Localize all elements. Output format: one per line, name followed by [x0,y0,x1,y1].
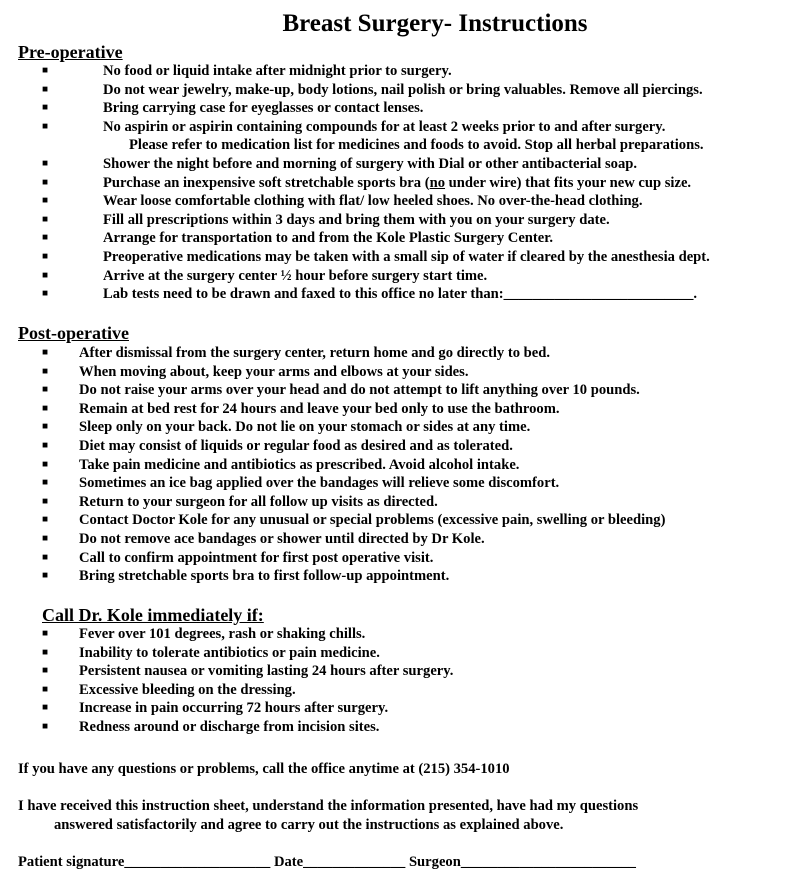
list-item [42,285,710,304]
bullet-icon: ■ [42,458,49,470]
acknowledgement [18,797,638,835]
bullet-icon: ■ [42,347,49,358]
list-item [42,174,710,193]
list-item [42,549,665,568]
list-item [42,567,665,586]
list-item-text: Persistent nausea or vomiting lasting 24 hours after surgery. [79,663,454,680]
list-item-text: No aspirin or aspirin containing compounds for at least 2 weeks prior to and after surgery. [103,118,666,135]
patient-signature-field[interactable]: ____________________ [124,854,271,870]
list-item [42,248,710,267]
bullet-icon: ■ [42,250,49,262]
bullet-icon: ■ [42,421,49,433]
list-item [42,625,453,644]
list-item [42,344,665,363]
list-item [42,267,710,286]
list-item-text: After dismissal from the surgery center, return home and go directly to bed. [79,345,550,361]
list-item-text: Bring carrying case for eyeglasses or contact lenses. [103,100,424,117]
list-item [42,662,454,681]
list-item-text: Arrive at the surgery center ½ hour before surgery start time. [103,267,488,284]
list-item [42,381,665,400]
document-title: Breast Surgery- Instructions [282,10,588,37]
list-item-text: Arrange for transportation to and from the Kole Plastic Surgery Center. [103,230,554,247]
list-item-text: Lab tests need to be drawn and faxed to this office no later than:__________________________. [103,286,698,303]
list-item [42,211,710,230]
list-item [42,81,710,100]
bullet-icon: ■ [42,628,49,639]
list-item [42,62,710,81]
date-label: Date [273,854,304,870]
list-item [42,681,453,700]
acknowledgement-line-1: I have received this instruction sheet, understand the information presented, have had my questions [18,798,639,814]
bullet-icon: ■ [42,495,49,507]
list-item [42,418,665,437]
list-item-text: Preoperative medications may be taken with a small sip of water if cleared by the anesthesia dept. [103,248,710,265]
list-item [42,474,665,493]
bullet-icon: ■ [42,365,49,377]
list-item-text: Remain at bed rest for 24 hours and leave your bed only to use the bathroom. [79,400,560,417]
list-item-text: Inability to tolerate antibiotics or pain medicine. [79,644,380,661]
bullet-icon: ■ [42,384,49,396]
call-list [42,625,454,737]
list-item [42,530,665,549]
list-item [42,155,710,174]
bullet-icon: ■ [42,195,49,207]
surgeon-label: Surgeon [408,854,461,870]
list-item-text: Increase in pain occurring 72 hours after surgery. [79,700,389,717]
preop-heading: Pre-operative [18,42,123,62]
list-item-text: Fever over 101 degrees, rash or shaking chills. [79,626,366,642]
bullet-icon: ■ [42,269,49,281]
signature-line [18,853,636,872]
list-item-text: Sleep only on your back. Do not lie on your stomach or sides at any time. [79,419,531,436]
list-item-text: Purchase an inexpensive soft stretchable sports bra ( [103,174,430,191]
bullet-icon: ■ [42,176,49,188]
postop-list [42,344,666,586]
list-item-text: Wear loose comfortable clothing with flat/ low heeled shoes. No over-the-head clothing. [103,193,643,210]
bullet-icon: ■ [42,157,49,169]
list-item-text: Redness around or discharge from incision sites. [79,718,380,735]
list-item [42,437,665,456]
list-item-text: Do not wear jewelry, make-up, body lotions, nail polish or bring valuables. Remove all piercings. [103,81,703,98]
bullet-icon: ■ [42,720,49,732]
list-item [42,99,710,118]
list-item [42,644,453,663]
bullet-icon: ■ [42,102,49,114]
bullet-icon: ■ [42,83,49,95]
list-item-text: Do not remove ace bandages or shower until directed by Dr Kole. [79,530,485,547]
list-item-text: Excessive bleeding on the dressing. [79,681,296,698]
list-item-text: Sometimes an ice bag applied over the bandages will relieve some discomfort. [79,475,560,492]
bullet-icon: ■ [42,570,49,582]
list-item [42,192,710,211]
list-item-subtext: Please refer to medication list for medicines and foods to avoid. Stop all herbal preparations. [129,137,704,154]
call-heading: Call Dr. Kole immediately if: [42,605,264,625]
bullet-icon: ■ [42,477,49,489]
preop-list [42,62,710,304]
date-field[interactable]: ______________ [303,854,406,870]
list-item [42,456,665,475]
bullet-icon: ■ [42,665,49,677]
emphasis-no: no [429,174,446,191]
patient-signature-label: Patient signature [18,854,125,870]
list-item-text: Bring stretchable sports bra to first follow-up appointment. [79,568,450,585]
list-item-text: Diet may consist of liquids or regular food as desired and as tolerated. [79,437,513,454]
bullet-icon: ■ [42,439,49,451]
list-item-text: Contact Doctor Kole for any unusual or special problems (excessive pain, swelling or bleeding) [79,512,666,529]
bullet-icon: ■ [42,120,49,132]
list-item [42,400,665,419]
list-item [42,229,710,248]
bullet-icon: ■ [42,65,49,76]
bullet-icon: ■ [42,532,49,544]
surgeon-field[interactable]: ________________________ [460,854,636,870]
list-item-text: When moving about, keep your arms and elbows at your sides. [79,363,469,380]
acknowledgement-line-2: answered satisfactorily and agree to carry out the instructions as explained above. [54,817,564,833]
list-item-text: under wire) that fits your new cup size. [445,174,692,191]
bullet-icon: ■ [42,702,49,714]
list-item-text: Return to your surgeon for all follow up visits as directed. [79,493,438,510]
list-item [42,493,665,512]
bullet-icon: ■ [42,402,49,414]
list-item-text: Take pain medicine and antibiotics as prescribed. Avoid alcohol intake. [79,456,520,473]
list-item-text: Fill all prescriptions within 3 days and bring them with you on your surgery date. [103,211,610,228]
questions-line: If you have any questions or problems, call the office anytime at (215) 354-1010 [18,761,510,777]
bullet-icon: ■ [42,213,49,225]
bullet-icon: ■ [42,683,49,695]
list-item-text: Shower the night before and morning of surgery with Dial or other antibacterial soap. [103,155,638,172]
list-item [42,511,666,530]
list-item-text: No food or liquid intake after midnight prior to surgery. [103,63,452,79]
bullet-icon: ■ [42,232,49,244]
bullet-icon: ■ [42,514,49,526]
list-item-text: Call to confirm appointment for first post operative visit. [79,549,434,566]
bullet-icon: ■ [42,646,49,658]
bullet-icon: ■ [42,551,49,563]
bullet-icon: ■ [42,288,49,300]
list-item [42,118,710,155]
postop-heading: Post-operative [18,323,129,343]
list-item [42,718,453,737]
list-item-text: Do not raise your arms over your head and do not attempt to lift anything over 10 pounds. [79,382,640,399]
list-item [42,363,665,382]
list-item [42,699,453,718]
